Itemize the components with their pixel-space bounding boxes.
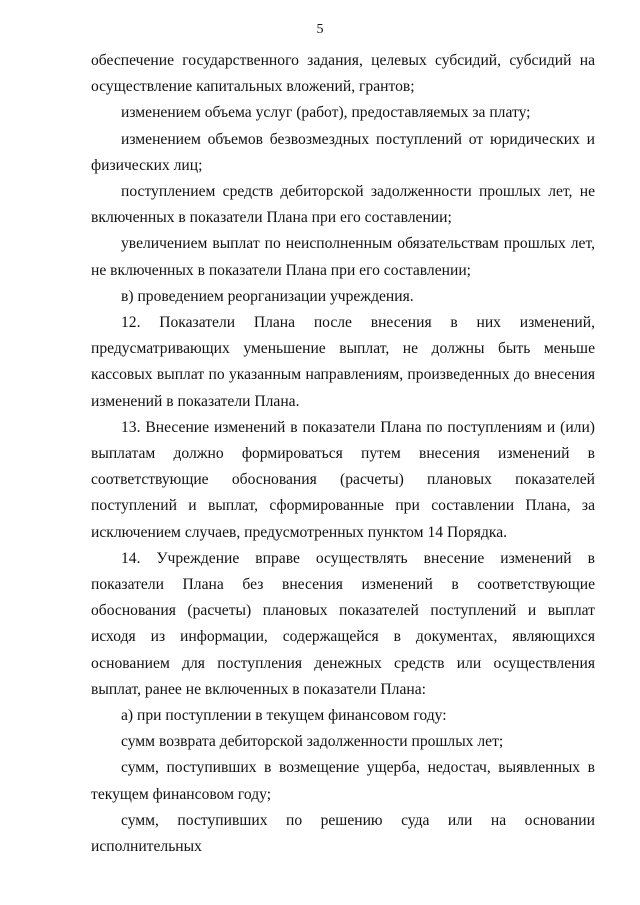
paragraph: сумм, поступивших по решению суда или на основании исполнительных [91,811,595,856]
paragraph: а) при поступлении в текущем финансовом году: [121,707,447,725]
paragraph: сумм возврата дебиторской задолженности прошлых лет; [121,733,504,751]
paragraph: 14. Учреждение вправе осуществлять внесение изменений в показатели Плана без внесения изменений в соответствующие обоснования (расчеты) плановых показателей поступлений и выплат исходя из информации, содержащейся в документах, являющихся основанием для поступления денежных средств или осуществления выплат, ранее не включенных в показатели Плана: [91,549,595,698]
paragraph: изменением объемов безвозмездных поступлений от юридических и физических лиц; [91,130,595,174]
paragraph: 13. Внесение изменений в показатели Плана по поступлениям и (или) выплатам должно формироваться путем внесения изменений в соответствующие обоснования (расчеты) плановых показателей поступлений и выплат, сформированные при составлении Плана, за исключением случаев, предусмотренных пунктом 14 Порядка. [91,418,595,541]
paragraph: 12. Показатели Плана после внесения в них изменений, предусматривающих уменьшение выплат, не должны быть меньше кассовых выплат по указанным направлениям, произведенных до внесения изменений в показатели Плана. [91,314,595,410]
paragraph: в) проведением реорганизации учреждения. [121,287,414,305]
paragraph: сумм, поступивших в возмещение ущерба, недостач, выявленных в текущем финансовом году; [91,759,595,803]
document-body [91,48,595,860]
paragraph: поступлением средств дебиторской задолженности прошлых лет, не включенных в показатели Плана при его составлении; [91,183,595,227]
paragraph: изменением объема услуг (работ), предоставляемых за плату; [121,104,531,122]
paragraph: увеличением выплат по неисполненным обязательствам прошлых лет, не включенных в показатели Плана при его составлении; [91,235,595,279]
page-number: 5 [316,22,324,37]
paragraph: обеспечение государственного задания, целевых субсидий, субсидий на осуществление капитальных вложений, грантов; [91,52,595,96]
